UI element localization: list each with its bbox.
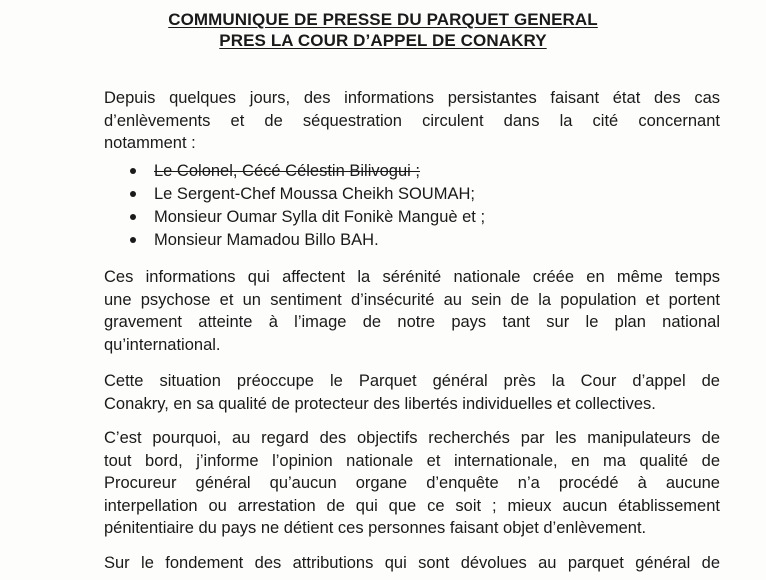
title-line-1: COMMUNIQUE DE PRESSE DU PARQUET GENERAL (168, 10, 598, 29)
paragraph-line: Depuis quelques jours, des informations persistantes faisant état des cas (104, 89, 720, 107)
paragraph-line: Conakry, en sa qualité de protecteur des libertés individuelles et collectives. (104, 394, 656, 413)
list-item (128, 160, 688, 183)
paragraph-statement (104, 427, 720, 540)
paragraph-impact (104, 266, 720, 356)
list-item-text: Le Colonel, Cécé Célestin Bilivogui ; (154, 162, 420, 180)
person-list (128, 160, 688, 252)
bullet-icon (130, 214, 136, 220)
list-item (128, 206, 688, 229)
title-line-2: PRES LA COUR D’APPEL DE CONAKRY (219, 31, 547, 50)
paragraph-line: d’enlèvements et de séquestration circulent dans la cité concernant (104, 111, 720, 130)
bullet-icon (130, 237, 136, 243)
paragraph-basis (104, 552, 720, 575)
paragraph-intro (104, 87, 720, 155)
paragraph-line: gravement atteinte à l’image de notre pays tant sur le plan national (104, 313, 720, 331)
list-item-text: Monsieur Mamadou Billo BAH. (154, 231, 379, 249)
paragraph-line: notamment : (104, 134, 196, 152)
list-item (128, 229, 688, 252)
paragraph-line: C’est pourquoi, au regard des objectifs recherchés par les manipulateurs de (104, 429, 720, 447)
paragraph-line: tout bord, j’informe l’opinion nationale et internationale, en ma qualité de (104, 451, 720, 470)
paragraph-line: Ces informations qui affectent la sérénité nationale créée en même temps (104, 268, 720, 286)
paragraph-line: une psychose et un sentiment d’insécurité au sein de la population et portent (104, 290, 720, 309)
paragraph-line: Sur le fondement des attributions qui sont dévolues au parquet général de (104, 554, 720, 572)
paragraph-line: pénitentiaire du pays ne détient ces personnes faisant objet d’enlèvement. (104, 519, 647, 537)
paragraph-line: interpellation ou arrestation de qui que ce soit ; mieux aucun établissement (104, 496, 720, 515)
bullet-icon (130, 168, 136, 174)
bullet-icon (130, 191, 136, 197)
list-item-text: Monsieur Oumar Sylla dit Fonikè Manguè et ; (154, 208, 486, 226)
list-item (128, 183, 688, 206)
paragraph-line: Cette situation préoccupe le Parquet général près la Cour d’appel de (104, 372, 720, 390)
paragraph-line: qu’international. (104, 335, 221, 354)
list-item-text: Le Sergent-Chef Moussa Cheikh SOUMAH; (154, 185, 475, 203)
paragraph-line: Procureur général qu’aucun organe d’enquête n’a procédé à aucune (104, 474, 720, 492)
paragraph-concern (104, 370, 720, 415)
